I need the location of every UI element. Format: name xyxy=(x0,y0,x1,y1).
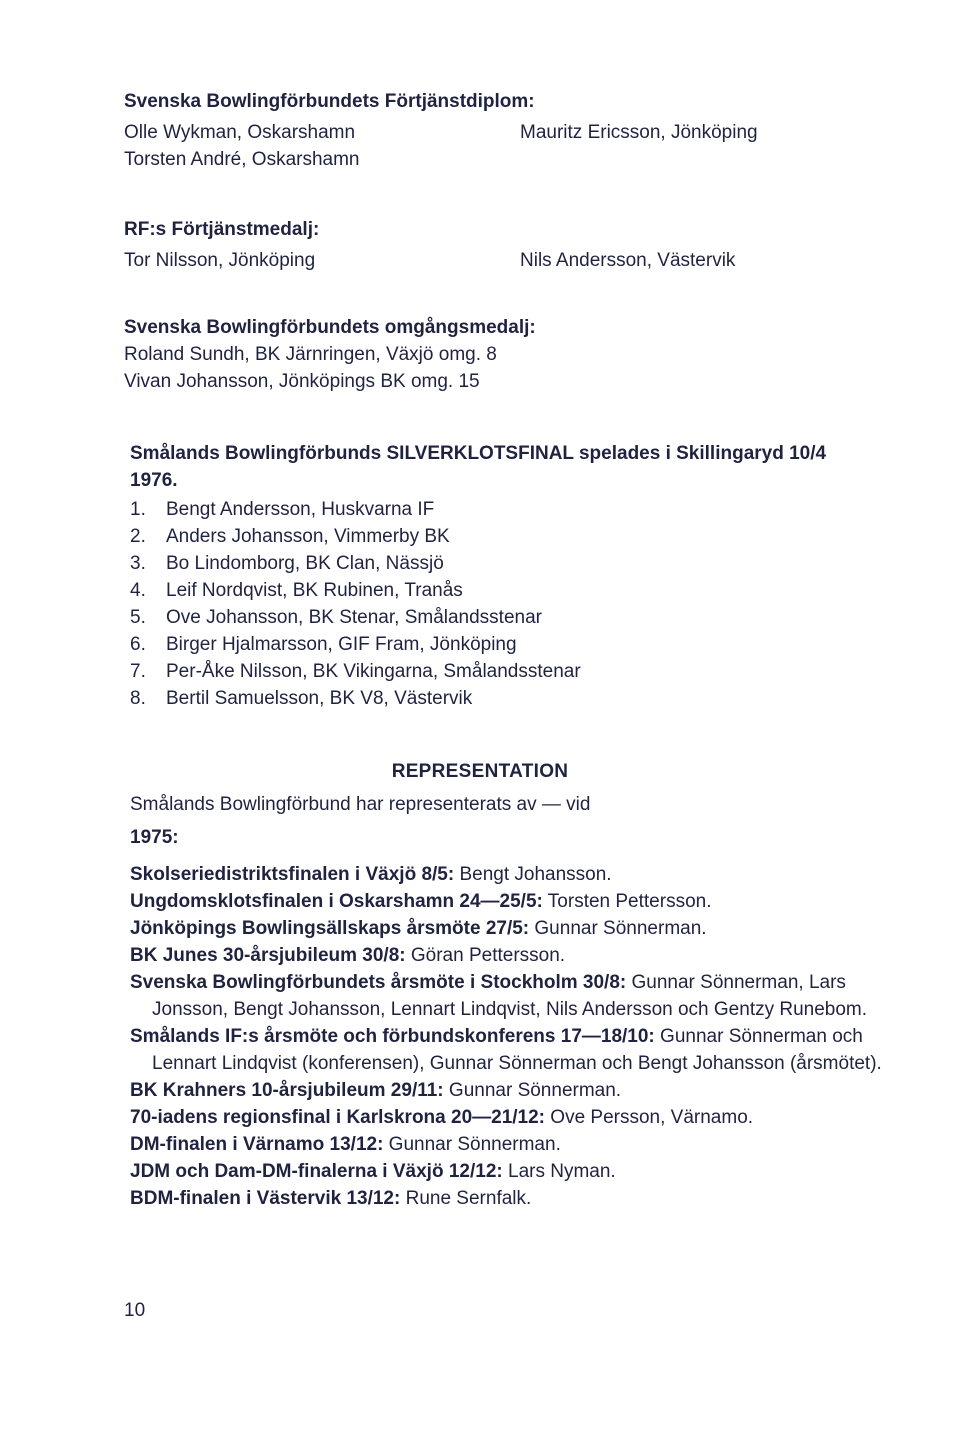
representation-entry: Svenska Bowlingförbundets årsmöte i Stockholm 30/8: Gunnar Sönnerman, Lars Jonsson, Bengt Johansson, Lennart Lindqvist, Nils Andersson och Gentzy Runebom. xyxy=(130,972,868,1020)
diplom-name: Torsten André, Oskarshamn xyxy=(124,149,360,170)
omgang-line: Vivan Johansson, Jönköpings BK omg. 15 xyxy=(124,371,480,392)
diplom-name: Olle Wykman, Oskarshamn xyxy=(124,122,356,143)
rf-name: Tor Nilsson, Jönköping xyxy=(124,250,316,271)
representation-entry: DM-finalen i Värnamo 13/12: Gunnar Sönnerman. xyxy=(130,1134,561,1155)
representation-section xyxy=(130,758,920,1212)
result-item: 8. Bertil Samuelsson, BK V8, Västervik xyxy=(130,688,473,709)
representation-entry: Smålands IF:s årsmöte och förbundskonferens 17—18/10: Gunnar Sönnerman och Lennart Lindqvist (konferensen), Gunnar Sönnerman och Bengt Johansson (årsmötet). xyxy=(130,1026,882,1074)
result-item: 4. Leif Nordqvist, BK Rubinen, Tranås xyxy=(130,580,463,601)
representation-entry: 70-iadens regionsfinal i Karlskrona 20—21/12: Ove Persson, Värnamo. xyxy=(130,1107,754,1128)
result-item: 7. Per-Åke Nilsson, BK Vikingarna, Smålandsstenar xyxy=(130,661,581,682)
rf-name: Nils Andersson, Västervik xyxy=(520,250,736,271)
rf-section xyxy=(124,216,920,274)
representation-entry: Skolseriedistriktsfinalen i Växjö 8/5: Bengt Johansson. xyxy=(130,864,612,885)
representation-entry: Jönköpings Bowlingsällskaps årsmöte 27/5: Gunnar Sönnerman. xyxy=(130,918,707,939)
diplom-section xyxy=(124,88,920,173)
results-list xyxy=(130,496,920,712)
result-item: 5. Ove Johansson, BK Stenar, Smålandsstenar xyxy=(130,607,542,628)
diplom-heading: Svenska Bowlingförbundets Förtjänstdiplom: xyxy=(124,91,535,112)
silver-heading: Smålands Bowlingförbunds SILVERKLOTSFINAL spelades i Skillingaryd 10/4 xyxy=(130,443,827,464)
result-item: 3. Bo Lindomborg, BK Clan, Nässjö xyxy=(130,553,444,574)
representation-entry: JDM och Dam-DM-finalerna i Växjö 12/12: Lars Nyman. xyxy=(130,1161,616,1182)
representation-entry: Ungdomsklotsfinalen i Oskarshamn 24—25/5: Torsten Pettersson. xyxy=(130,891,712,912)
omgang-line: Roland Sundh, BK Järnringen, Växjö omg. 8 xyxy=(124,344,497,365)
page-number: 10 xyxy=(124,1300,146,1321)
result-item: 6. Birger Hjalmarsson, GIF Fram, Jönköping xyxy=(130,634,517,655)
omgang-heading: Svenska Bowlingförbundets omgångsmedalj: xyxy=(124,317,536,338)
representation-entry: BDM-finalen i Västervik 13/12: Rune Sernfalk. xyxy=(130,1188,532,1209)
silver-section xyxy=(130,440,920,712)
representation-year: 1975: xyxy=(130,827,179,848)
representation-list xyxy=(130,861,920,1212)
representation-intro: Smålands Bowlingförbund har representerats av — vid xyxy=(130,794,591,815)
diplom-name: Mauritz Ericsson, Jönköping xyxy=(520,122,758,143)
rf-heading: RF:s Förtjänstmedalj: xyxy=(124,219,320,240)
representation-entry: BK Junes 30-årsjubileum 30/8: Göran Pettersson. xyxy=(130,945,566,966)
result-item: 2. Anders Johansson, Vimmerby BK xyxy=(130,526,450,547)
result-item: 1. Bengt Andersson, Huskvarna IF xyxy=(130,499,435,520)
representation-title: REPRESENTATION xyxy=(391,761,569,782)
representation-entry: BK Krahners 10-årsjubileum 29/11: Gunnar Sönnerman. xyxy=(130,1080,622,1101)
omgang-section xyxy=(124,314,920,395)
silver-heading-year: 1976. xyxy=(130,470,178,491)
